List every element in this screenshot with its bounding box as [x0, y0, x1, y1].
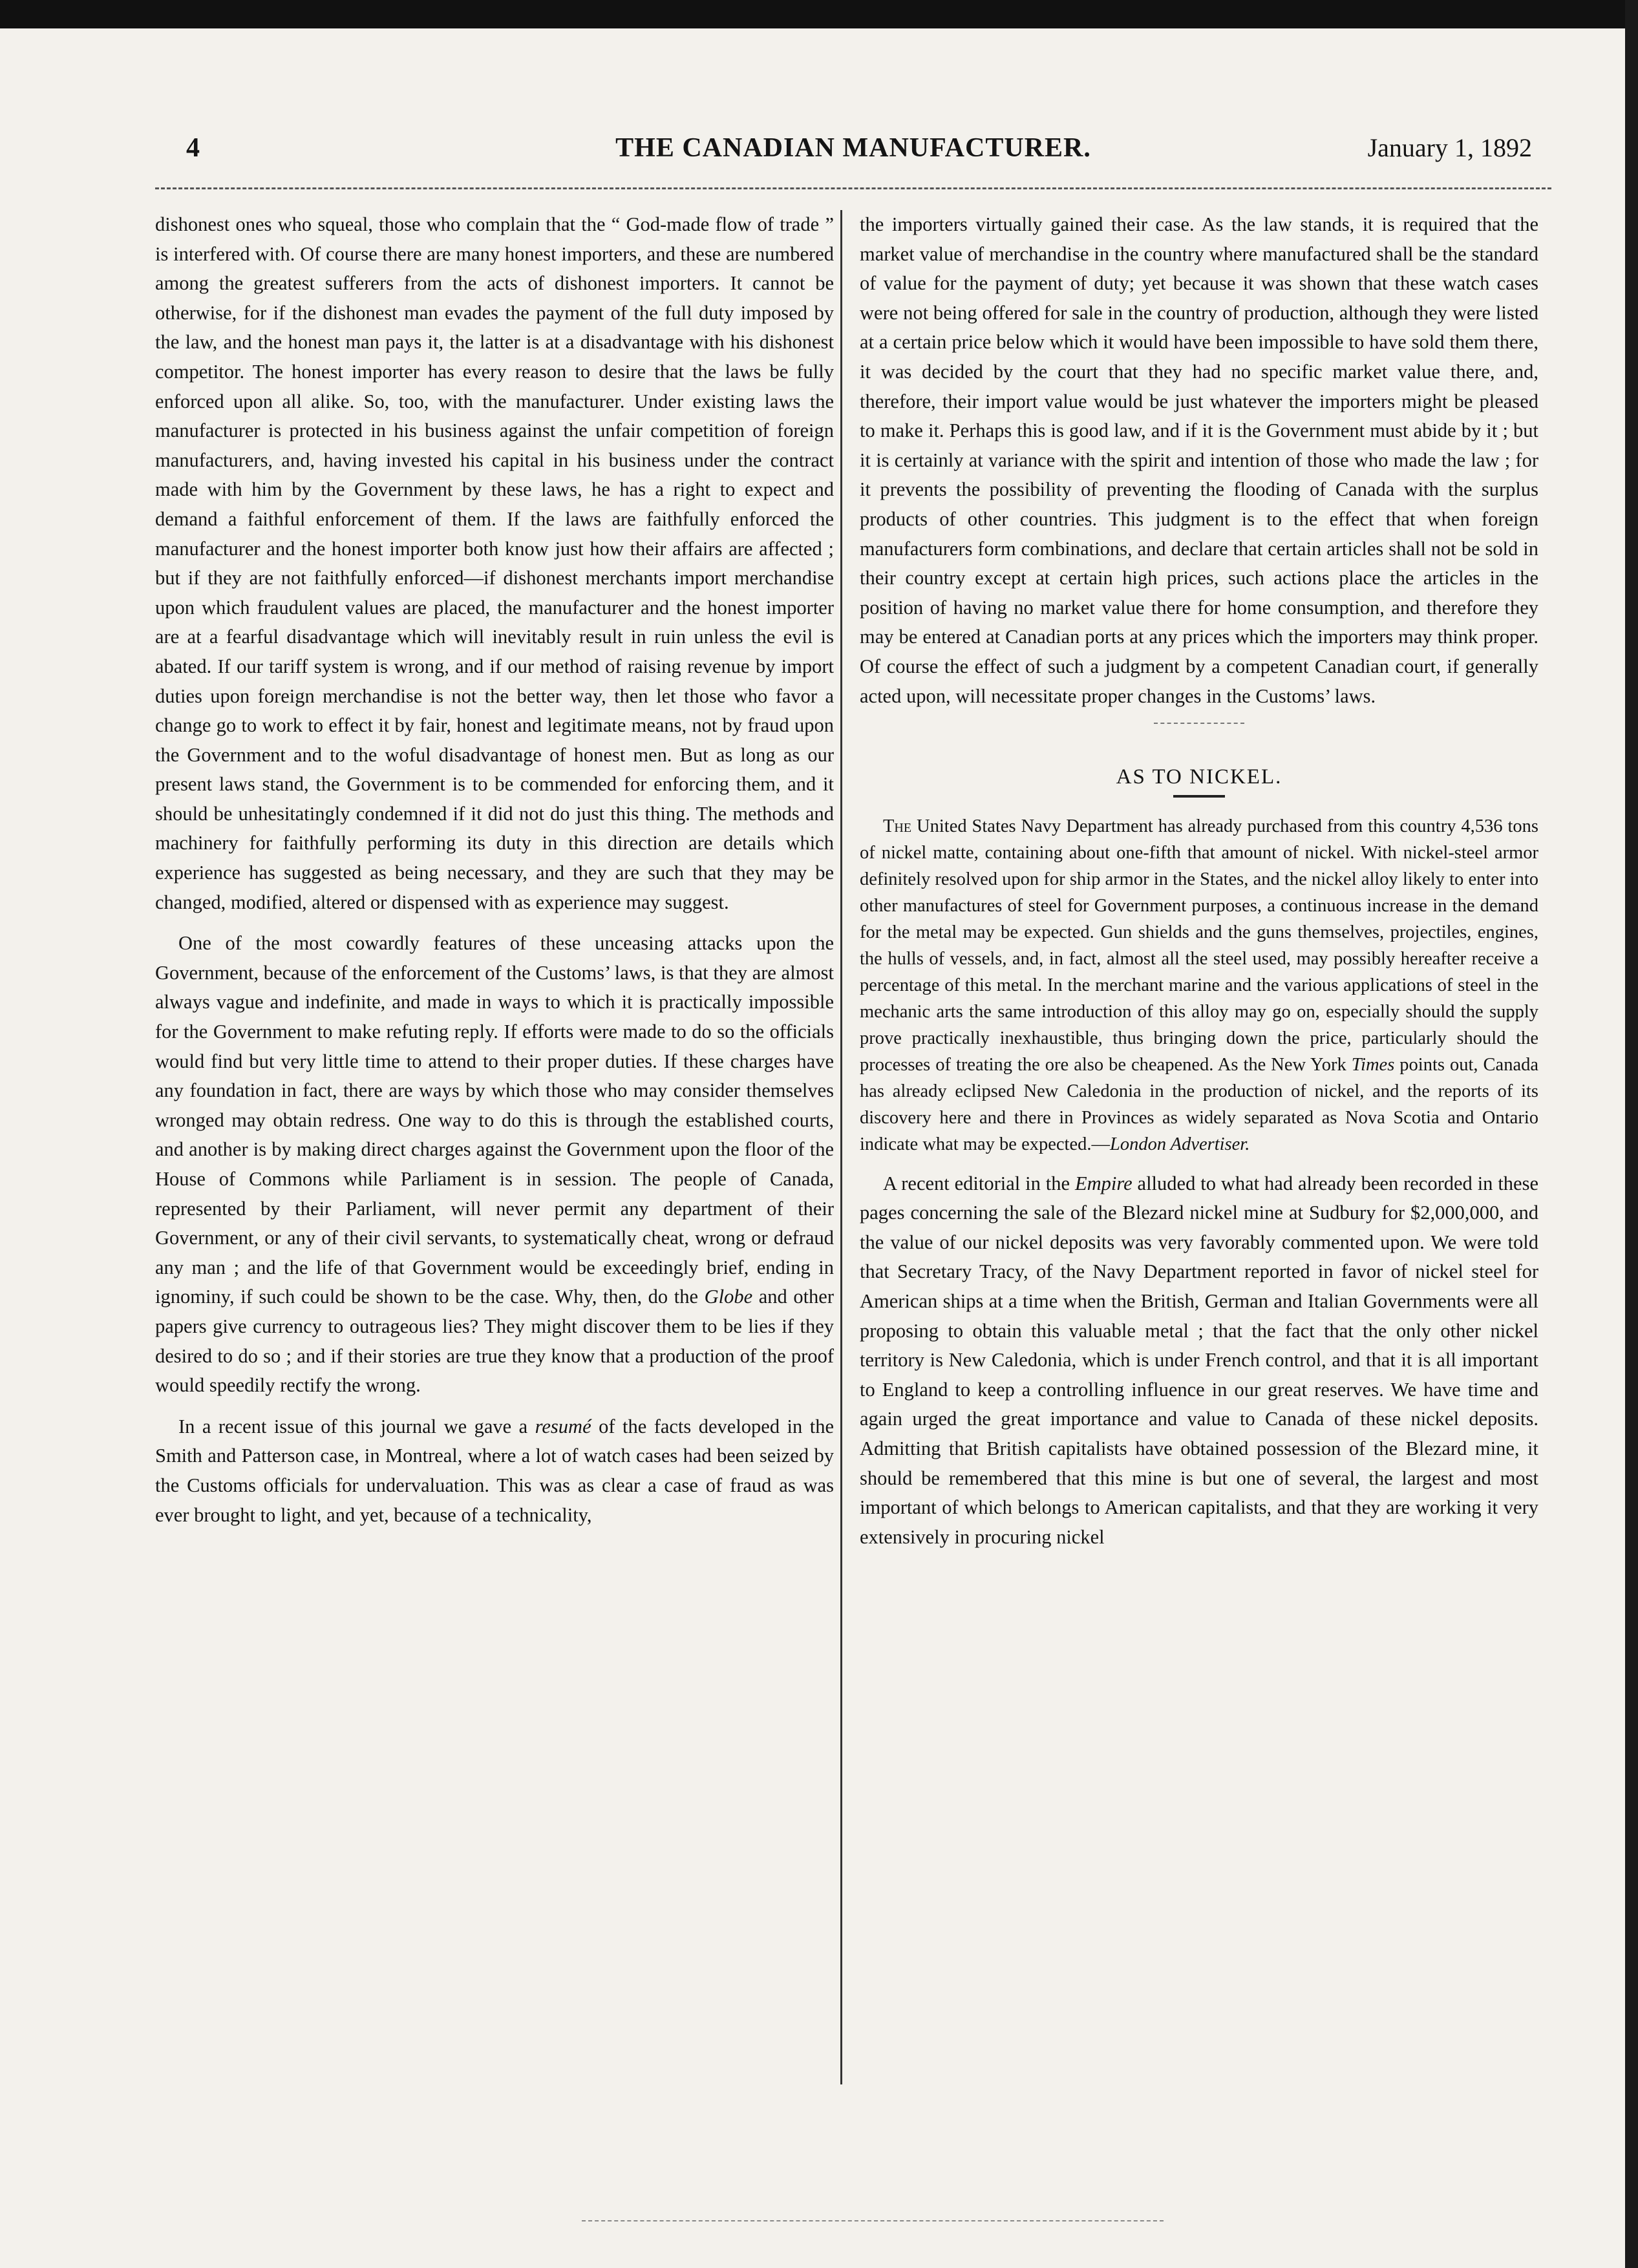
page-number: 4	[186, 133, 200, 163]
paragraph: the importers virtually gained their case. As the law stands, it is required that the market value of merchandise in the country where manufactured shall be the standard of value for the payment of duty; yet because it was shown that these watch cases were not being offered for sale in the country of production, although they were listed at a certain price below which it would have been impossible to have sold them there, it was decided by the court that they had no specific market value there, and, therefore, their import value would be just whatever the importers might be pleased to make it. Perhaps this is good law, and if it is the Government must abide by it ; but it is certainly at variance with the spirit and intention of those who made the law ; for it prevents the possibility of preventing the flooding of Canada with the surplus products of other countries. This judgment is to the effect that when foreign manufacturers form combinations, and declare that certain articles shall not be sold in their country except at certain high prices, such actions place the articles in the position of having no market value there for home consumption, and therefore they may be entered at Canadian ports at any prices which the importers may think proper. Of course the effect of such a judgment by a competent Canadian court, if generally acted upon, will necessitate proper changes in the Customs’ laws.	[860, 213, 1538, 707]
issue-date: January 1, 1892	[1367, 133, 1532, 162]
footer-rule	[582, 2220, 1164, 2221]
title-rule	[1173, 795, 1225, 798]
scan-right-edge	[1625, 0, 1638, 2268]
section-title: AS TO NICKEL.	[1116, 765, 1282, 789]
left-column	[155, 210, 834, 1542]
paragraph: dishonest ones who squeal, those who complain that the “ God-made flow of trade ” is interfered with. Of course there are many honest importers, and these are numbered among the greatest sufferers from the acts of dishonest importers. It cannot be otherwise, for if the dishonest man evades the payment of the full duty imposed by the law, and the honest man pays it, the latter is at a disadvantage with his dishonest competitor. The honest importer has every reason to desire that the laws be fully enforced upon all alike. So, too, with the manufacturer. Under existing laws the manufacturer is protected in his business against the unfair competition of foreign manufacturers, and, having invested his capital in his business under the contract made with him by the Government by these laws, he has a right to expect and demand a faithful enforcement of them. If the laws are faithfully enforced the manufacturer and the honest importer both know just how their affairs are affected ; but if they are not faithfully enforced—if dishonest merchants import merchandise upon which fraudulent values are placed, the manufacturer and the honest importer are at a fearful disadvantage which will inevitably result in ruin unless the evil is abated. If our tariff system is wrong, and if our method of raising revenue by import duties upon foreign merchandise is not the better way, then let those who favor a change go to work to effect it by fair, honest and legitimate means, not by fraud upon the Government and to the woful disadvantage of honest men. But as long as our present laws stand, the Government is to be commended for enforcing them, and it should be unhesitatingly condemned if it did not do just this thing. The methods and machinery for faithfully performing its duty in this direction are details which experience has suggested as being necessary, and they are such that they may be changed, modified, altered or dispensed with as experience may suggest.	[155, 213, 834, 913]
section-separator	[1154, 723, 1244, 724]
scan-top-edge	[0, 0, 1638, 28]
publication-title: THE CANADIAN MANUFACTURER.	[615, 133, 1091, 163]
paragraph: One of the most cowardly features of these unceasing attacks upon the Government, because of the enforcement of the Customs’ laws, is that they are almost always vague and indefinite, and made in ways to which it is practically impossible for the Government to make refuting reply. If efforts were made to do so the officials would find but very little time to attend to their proper duties. If these charges have any foundation in fact, there are ways by which those who may consider themselves wronged may obtain redress. One way to do this is through the established courts, and another is by making direct charges against the Government upon the floor of the House of Commons while Parliament is in session. The people of Canada, represented by their Parliament, will never permit any department of their Government, or any of their civil servants, to systematically cheat, wrong or defraud any man ; and the life of that Government would be exceedingly brief, ending in ignominy, if such could be shown to be the case. Why, then, do the Globe and other papers give currency to outrageous lies? They might discover them to be lies if they desired to do so ; and if their stories are true they know that a production of the proof would speedily rectify the wrong.	[155, 932, 834, 1397]
paragraph: A recent editorial in the Empire alluded to what had already been recorded in these pages concerning the sale of the Blezard nickel mine at Sudbury for $2,000,000, and the value of our nickel deposits was very favorably commented upon. We were told that Secretary Tracy, of the Navy Department reported in favor of nickel steel for American ships at a time when the British, German and Italian Governments were all proposing to obtain this valuable metal ; that the fact that the only other nickel territory is New Caledonia, which is under French control, and that it is all important to England to keep a controlling influence in our great reserves. We have time and again urged the great importance and value to Canada of these nickel deposits. Admitting that British capitalists have obtained possession of the Blezard mine, it should be remembered that this mine is but one of several, the largest and most important of which belongs to American capitalists, and that they are working it very extensively in procuring nickel	[860, 1172, 1538, 1548]
header-rule	[155, 187, 1551, 189]
column-divider	[840, 210, 842, 2084]
right-column	[860, 210, 1538, 1563]
page-header	[175, 132, 1532, 178]
paragraph: The United States Navy Department has already purchased from this country 4,536 tons of nickel matte, containing about one-fifth that amount of nickel. With nickel-steel armor definitely resolved upon for ship armor in the States, and the nickel alloy likely to enter into other manufactures of steel for Government purposes, a continuous increase in the demand for the metal may be expected. Gun shields and the guns themselves, projectiles, engines, the hulls of vessels, and, in fact, almost all the steel used, may possibly hereafter receive a percentage of this metal. In the merchant marine and the various applications of steel in the mechanic arts the same introduction of this alloy may go on, especially should the supply prove practically inexhaustible, thus bringing down the price, particularly should the processes of treating the ore also be cheapened. As the New York Times points out, Canada has already eclipsed New Caledonia in the production of nickel, and the reports of its discovery here and there in Provinces as widely separated as Nova Scotia and Ontario indicate what may be expected.—London Advertiser.	[860, 816, 1538, 1154]
paragraph: In a recent issue of this journal we gave a resumé of the facts developed in the Smith and Patterson case, in Montreal, where a lot of watch cases had been seized by the Customs officials for undervaluation. This was as clear a case of fraud as was ever brought to light, and yet, because of a technicality,	[155, 1415, 834, 1526]
